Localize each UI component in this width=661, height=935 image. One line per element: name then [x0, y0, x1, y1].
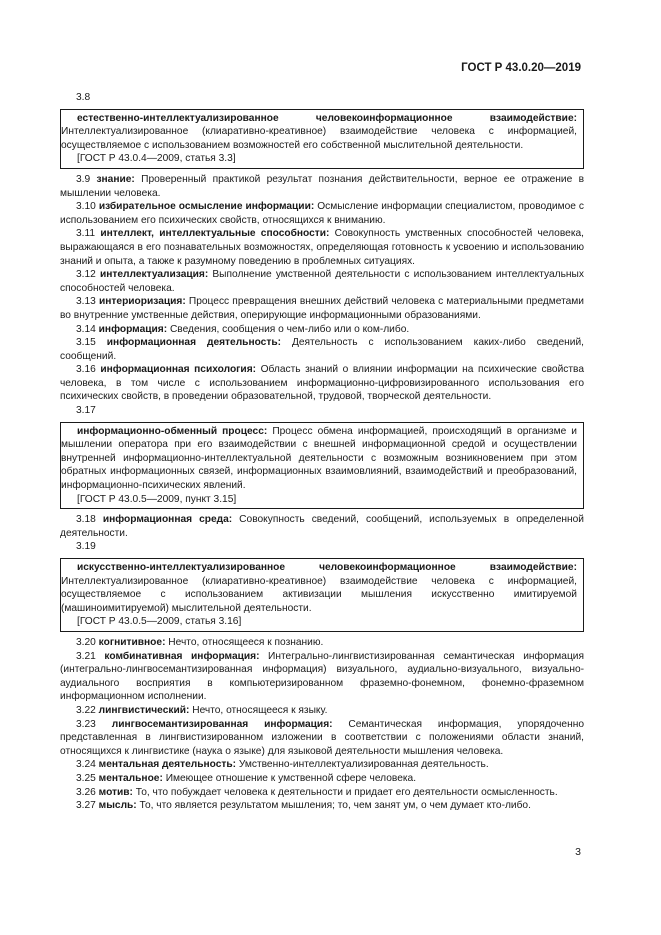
definition: Интеллектуализированное (клиаративно-креативное) взаимодействие человека с информацией, осуществляемое с использованием возможностей его собственной мыслительной деятельности.	[61, 126, 577, 151]
entry-number: 3.19	[76, 541, 96, 553]
definition-entry: 3.23 лингвосемантизированная информация: Семантическая информация, упорядоченно представленная в лингвистизированном изложении в соответствии с положениями области знаний, относящихся к лингвистике (наука о языке) для языковой деятельности мышления человека.	[60, 718, 584, 757]
term: информационная деятельность:	[106, 337, 281, 349]
definition: Умственно-интеллектуализированная деятельность.	[236, 759, 489, 771]
definition: Совокупность сведений, сообщений, используемых в определенной деятельности.	[60, 514, 584, 539]
source-reference: [ГОСТ Р 43.0.4—2009, статья 3.3]	[77, 153, 236, 165]
term: лингвосемантизированная информация:	[111, 718, 333, 730]
definition: Интеллектуализированное (клиаративно-креативное) взаимодействие человека с информацией, осуществляемое с использованием активизации мышления искусственно имитируемой (машиноимитируемой) мыслительной деятельности.	[61, 575, 577, 614]
quoted-term-box	[60, 422, 584, 510]
term: информация:	[98, 323, 168, 335]
page-number: 3	[575, 846, 581, 858]
definition: Выполнение умственной деятельности с использованием интеллектуальных способностей человека.	[60, 269, 584, 294]
source-reference: [ГОСТ Р 43.0.5—2009, пункт 3.15]	[77, 493, 237, 505]
term: мысль:	[98, 800, 137, 812]
term: ментальная деятельность:	[98, 759, 237, 771]
entry-number: 3.8	[76, 92, 91, 103]
term: информационная среда:	[102, 514, 233, 526]
definition: То, что побуждает человека к деятельности и придает его деятельности осмысленность.	[132, 786, 558, 798]
term: искусственно-интеллектуализированное человекоинформационное взаимодействие:	[77, 562, 577, 573]
definition-entry	[61, 112, 577, 153]
definition-entry: 3.27 мысль: То, что является результатом мышления; то, чем занят ум, о чем думает кто-либо.	[76, 800, 531, 812]
term: интеллектуализация:	[99, 269, 209, 281]
definition: Процесс обмена информацией, происходящий в организме и мышлении оператора при его взаимодействии с внешней информационной средой и осуществлении внутренней информационно-интеллектуальной деятельности с возможным возникновением при этом обратных информационных связей, информационных взаимовлияний, взаимодействий и преобразований, информационно-психических явлений.	[61, 425, 578, 492]
definition: Область знаний о влиянии информации на психические свойства человека, в том числе с использованием информационно-цифровизированного использования его психических свойств, в проведении образовательной, трудовой, творческой деятельности.	[60, 364, 584, 403]
definition-entry: 3.11 интеллект, интеллектуальные способности: Совокупность умственных способностей человека, выражающаяся в его познавательных возможностях, определяющая готовность к усвоению и использованию знаний и опыта, а также к разумному поведению в проблемных ситуациях.	[60, 228, 584, 267]
term: мотив:	[98, 786, 133, 798]
quoted-term-box	[60, 109, 584, 169]
definition-entry: 3.21 комбинативная информация: Интегрально-лингвистизированная семантическая информация (интегрально-лингвосемантизированная информация) визуального, аудиально-визуального, визуально-аудиального восприятия в компьютеризированном фраземно-фонемном, фонемно-фраземном информационном исполнении.	[60, 650, 584, 703]
definition: Нечто, относящееся к познанию.	[165, 636, 324, 648]
definition: Семантическая информация, упорядоченно представленная в лингвистизированном изложении в соответствии с положениями области знаний, относящихся к лингвистике (наука о языке) для языковой деятельности мышления человека.	[60, 718, 584, 757]
definition: Проверенный практикой результат познания действительности, верное ее отражение в мышлении человека.	[60, 173, 584, 199]
definition-entry: 3.26 мотив: То, что побуждает человека к деятельности и придает его деятельности осмысленность.	[76, 786, 558, 798]
term: информационная психология:	[100, 364, 257, 376]
definition: Процесс превращения внешних действий человека с материальными предметами во внутренние умственные действия, оперирующие информационными образованиями.	[60, 296, 584, 321]
term: комбинативная информация:	[104, 650, 260, 662]
definition-entry: 3.9 знание: Проверенный практикой результат познания действительности, верное ее отражение в мышлении человека.	[60, 173, 584, 199]
definition: Сведения, сообщения о чем-либо или о ком-либо.	[167, 323, 410, 335]
definition-entry: 3.24 ментальная деятельность: Умственно-интеллектуализированная деятельность.	[76, 759, 489, 771]
definition-entry	[61, 561, 577, 615]
definition-entry: 3.14 информация: Сведения, сообщения о чем-либо или о ком-либо.	[76, 323, 410, 335]
definition: Имеющее отношение к умственной сфере человека.	[162, 772, 417, 784]
term: интеллект, интеллектуальные способности:	[100, 228, 330, 240]
term: знание:	[96, 173, 135, 185]
definition-entry: 3.18 информационная среда: Совокупность сведений, сообщений, используемых в определенной деятельности.	[60, 514, 584, 539]
source-reference: [ГОСТ Р 43.0.5—2009, статья 3.16]	[77, 616, 242, 628]
definition: Интегрально-лингвистизированная семантическая информация (интегрально-лингвосемантизированная информация) визуального, аудиально-визуального, визуально-аудиального восприятия в компьютеризированном фраземно-фонемном, фонемно-фраземном информационном исполнении.	[60, 650, 584, 703]
terms-list	[60, 91, 584, 813]
definition: Деятельность с использованием каких-либо сведений, сообщений.	[60, 337, 584, 362]
definition-entry: 3.16 информационная психология: Область знаний о влиянии информации на психические свойства человека, в том числе с использованием информационно-цифровизированного использования его психических свойств, в проведении образовательной, трудовой, творческой деятельности.	[60, 364, 584, 403]
term: когнитивное:	[98, 636, 166, 648]
standard-code-header: ГОСТ Р 43.0.20—2019	[461, 62, 581, 74]
term: лингвистический:	[98, 704, 190, 716]
definition: Осмысление информации специалистом, проводимое с использованием его психических свойств, относящихся к вниманию.	[60, 201, 584, 226]
definition: Совокупность умственных способностей человека, выражающаяся в его познавательных возможностях, определяющая готовность к усвоению и использованию знаний и опыта, а также к разумному поведению в проблемных ситуациях.	[60, 228, 584, 267]
definition-entry: 3.10 избирательное осмысление информации: Осмысление информации специалистом, проводимое с использованием его психических свойств, относящихся к вниманию.	[60, 201, 584, 226]
term: ментальное:	[98, 772, 163, 784]
definition-entry: 3.15 информационная деятельность: Деятельность с использованием каких-либо сведений, сообщений.	[60, 337, 584, 362]
term: информационно-обменный процесс:	[77, 425, 268, 437]
definition: То, что является результатом мышления; то, чем занят ум, о чем думает кто-либо.	[136, 800, 531, 812]
term: естественно-интеллектуализированное человекоинформационное взаимодействие:	[77, 112, 577, 124]
definition-entry: 3.25 ментальное: Имеющее отношение к умственной сфере человека.	[76, 772, 417, 784]
term: избирательное осмысление информации:	[98, 201, 315, 213]
quoted-term-box	[60, 558, 584, 632]
entry-number: 3.17	[76, 405, 96, 417]
definition: Нечто, относящееся к языку.	[189, 704, 328, 716]
definition-entry: 3.20 когнитивное: Нечто, относящееся к познанию.	[76, 636, 324, 648]
definition-entry	[61, 425, 577, 493]
term: интериоризация:	[99, 296, 186, 308]
definition-entry: 3.12 интеллектуализация: Выполнение умственной деятельности с использованием интеллектуальных способностей человека.	[60, 269, 584, 294]
definition-entry: 3.22 лингвистический: Нечто, относящееся к языку.	[76, 704, 328, 716]
definition-entry: 3.13 интериоризация: Процесс превращения внешних действий человека с материальными предметами во внутренние умственные действия, оперирующие информационными образованиями.	[60, 296, 584, 321]
